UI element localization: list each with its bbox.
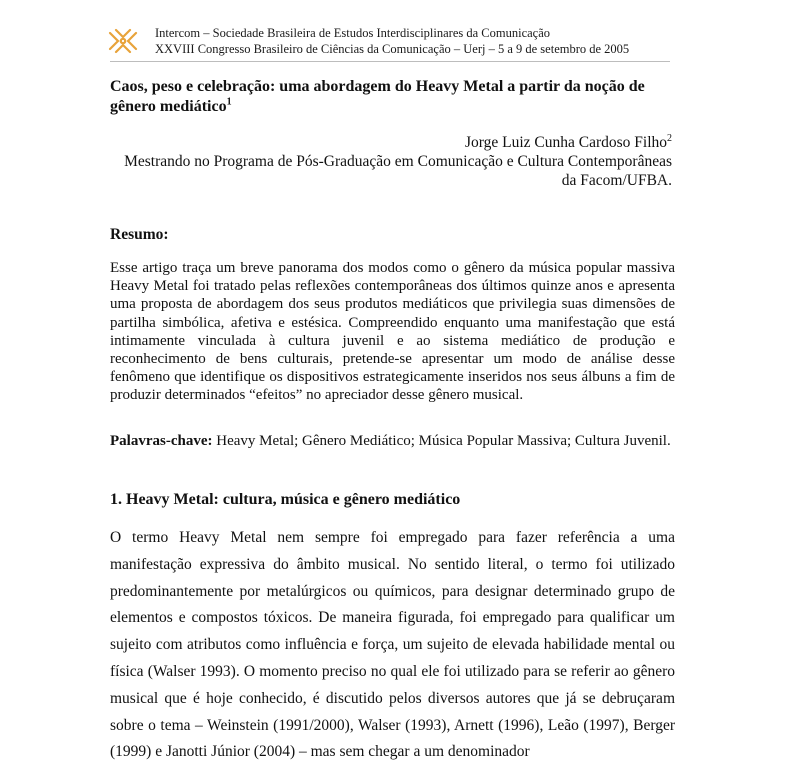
intercom-logo-icon bbox=[106, 27, 140, 55]
author-block bbox=[124, 133, 672, 190]
header-text bbox=[155, 25, 629, 57]
paper-title-text: Caos, peso e celebração: uma abordagem do Heavy Metal a partir da noção de gênero mediático bbox=[110, 78, 645, 115]
keywords bbox=[110, 432, 675, 450]
author-affiliation-2: da Facom/UFBA. bbox=[561, 172, 672, 189]
title-footnote-marker: 1 bbox=[226, 96, 232, 108]
author-affiliation-1: Mestrando no Programa de Pós-Graduação em Comunicação e Cultura Contemporâneas bbox=[124, 153, 672, 170]
paper-title bbox=[110, 77, 670, 117]
section-1-heading: 1. Heavy Metal: cultura, música e gênero mediático bbox=[110, 491, 461, 508]
keywords-text: Heavy Metal; Gênero Mediático; Música Popular Massiva; Cultura Juvenil. bbox=[216, 433, 671, 449]
keywords-label: Palavras-chave: bbox=[110, 433, 213, 449]
author-footnote-marker: 2 bbox=[667, 132, 672, 144]
header-divider bbox=[110, 61, 670, 62]
abstract-text: Esse artigo traça um breve panorama dos modos como o gênero da música popular massiva Heavy Metal foi tratado pelas reflexões contemporâneas dos últimos quinze anos e apresenta uma proposta de abordagem dos seus produtos mediáticos que privilegia suas dimensões de partilha simbólica, afetiva e estésica. Compreendido enquanto uma manifestação que está intimamente vinculada à cultura juvenil e ao sistema mediático de produção e reconhecimento de bens culturais, pretende-se apresentar um modo de análise desse fenômeno que identifique os dispositivos estrategicamente inseridos nos seus álbuns a fim de produzir determinados “efeitos” no apreciador desse gênero musical. bbox=[110, 260, 675, 404]
section-1-body: O termo Heavy Metal nem sempre foi empregado para fazer referência a uma manifestação expressiva do âmbito musical. No sentido literal, o termo foi utilizado predominantemente por metalúrgicos ou químicos, para designar determinado grupo de elementos e compostos tóxicos. De maneira figurada, foi empregado para qualificar um sujeito com atributos como influência e força, um sujeito de elevada habilidade mental ou física (Walser 1993). O momento preciso no qual ele foi utilizado para se referir ao gênero musical que é hoje conhecido, é discutido pelos diversos autores que já se debruçaram sobre o tema – Weinstein (1991/2000), Walser (1993), Arnett (1996), Leão (1997), Berger (1999) e Janotti Júnior (2004) – mas sem chegar a um denominador bbox=[110, 529, 675, 761]
header-line-1: Intercom – Sociedade Brasileira de Estudos Interdisciplinares da Comunicação bbox=[155, 26, 551, 40]
header-line-2: XXVIII Congresso Brasileiro de Ciências da Comunicação – Uerj – 5 a 9 de setembro de 2005 bbox=[155, 42, 630, 56]
author-line bbox=[124, 133, 672, 152]
abstract-heading: Resumo: bbox=[110, 226, 169, 243]
author-name: Jorge Luiz Cunha Cardoso Filho bbox=[464, 134, 667, 151]
